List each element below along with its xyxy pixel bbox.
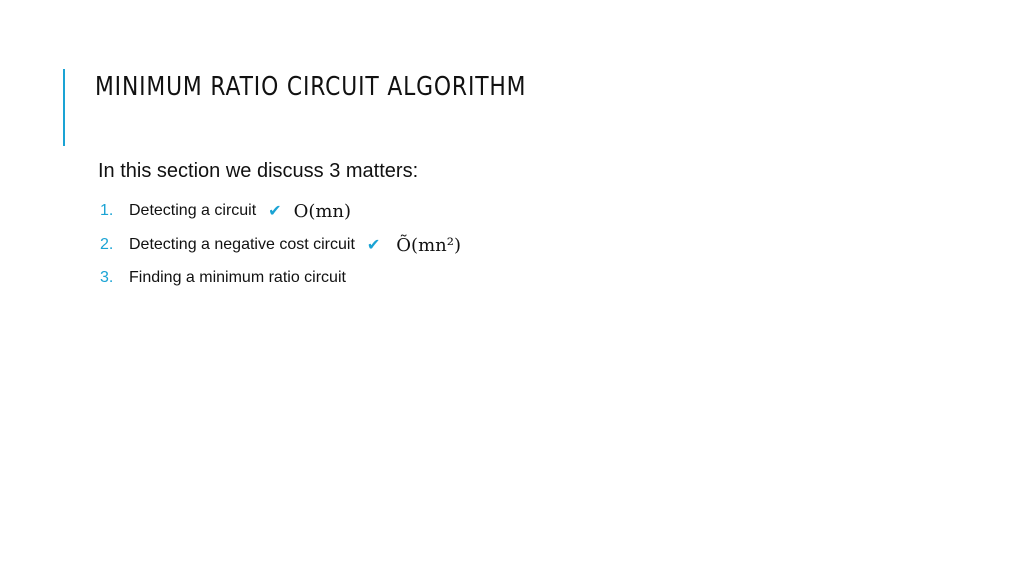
checkmark-icon: ✔	[268, 201, 282, 220]
title-accent-bar	[63, 69, 65, 146]
list-item-text: Finding a minimum ratio circuit	[129, 269, 346, 286]
list-item	[100, 225, 461, 265]
complexity-formula: Õ(mn²)	[396, 234, 461, 256]
list-item-number: 2.	[100, 236, 114, 253]
list-item	[100, 265, 461, 291]
intro-text: In this section we discuss 3 matters:	[98, 160, 419, 182]
list-item-text: Detecting a circuit	[129, 202, 257, 219]
list-item-number: 3.	[100, 269, 114, 286]
checkmark-icon: ✔	[366, 235, 381, 254]
list-item-text: Detecting a negative cost circuit	[129, 236, 355, 253]
matters-list	[100, 197, 461, 291]
complexity-formula: O(mn)	[293, 200, 352, 222]
list-item	[100, 197, 461, 225]
slide-title: MINIMUM RATIO CIRCUIT ALGORITHM	[95, 72, 527, 102]
list-item-number: 1.	[100, 202, 114, 219]
